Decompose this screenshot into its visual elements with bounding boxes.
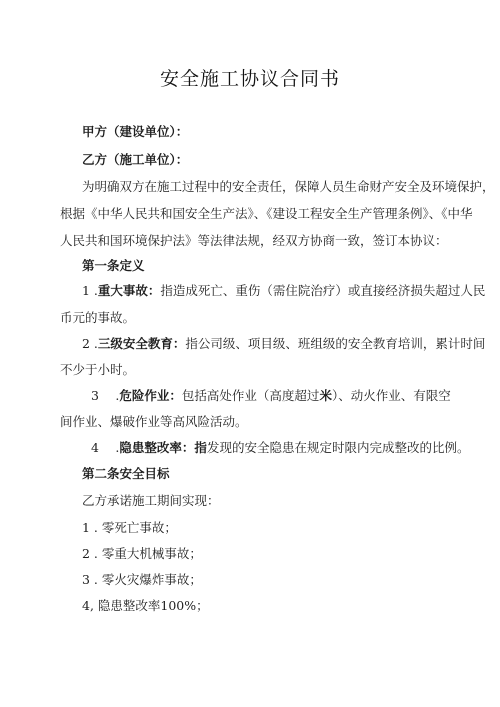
definition-2-term: 三级安全教育： (97, 336, 186, 351)
article-1-heading: 第一条定义 (82, 258, 145, 273)
goal-item: 1 . 零死亡事故； (82, 520, 177, 535)
document-title: 安全施工协议合同书 (159, 68, 340, 90)
definition-1-number: 1 . (82, 283, 98, 298)
definition-2-text: 指公司级、项目级、班组级的安全教育培训，累计时间 (185, 336, 486, 351)
goals-lead: 乙方承诺施工期间实现： (82, 493, 220, 508)
definition-2-number: 2 . (82, 336, 98, 351)
definition-1-line-1 (82, 283, 485, 299)
definition-3-text-unit: 米 (319, 388, 332, 403)
party-b-label: 乙方（施工单位）： (82, 152, 189, 167)
definition-3-text-a: 包括高处作业（高度超过 (181, 388, 320, 403)
definition-3-term: 危险作业： (119, 388, 182, 403)
goal-item: 2 . 零重大机械事故； (82, 546, 202, 561)
definition-3-text-c: ）、动火作业、有限空 (331, 388, 451, 403)
definition-1-line-2: 币元的事故。 (60, 310, 136, 325)
intro-line-1: 为明确双方在施工过程中的安全责任，保障人员生命财产安全及环境保护， (82, 179, 495, 194)
definition-2-line-2: 不少于小时。 (60, 362, 136, 377)
definition-4-text: 发现的安全隐患在规定时限内完成整改的比例。 (206, 440, 470, 455)
definition-3-line-2: 间作业、爆破作业等高风险活动。 (60, 414, 248, 429)
intro-line-2: 根据《中华人民共和国安全生产法》、《建设工程安全生产管理条例》、《中华 (60, 206, 473, 221)
definition-2-line-1 (82, 336, 485, 352)
goal-item: 3 . 零火灾爆炸事故； (82, 572, 202, 587)
party-a-label: 甲方（建设单位）： (82, 124, 189, 139)
definition-1-text: 指造成死亡、重伤（需住院治疗）或直接经济损失超过人民 (160, 283, 486, 298)
definition-3-number: 3 . (91, 388, 120, 403)
definition-1-term: 重大事故： (97, 283, 161, 298)
definition-4-line-1 (91, 440, 469, 456)
article-2-heading: 第二条安全目标 (82, 466, 170, 481)
definition-4-number: 4 . (91, 440, 120, 455)
definition-4-term: 隐患整改率： (119, 440, 195, 455)
definition-4-term-2: 指 (194, 440, 207, 455)
definition-3-line-1 (91, 388, 451, 404)
goal-item: 4, 隐患整改率100%； (82, 598, 209, 613)
intro-line-3: 人民共和国环境保护法》等法律法规，经双方协商一致，签订本协议： (60, 233, 448, 248)
